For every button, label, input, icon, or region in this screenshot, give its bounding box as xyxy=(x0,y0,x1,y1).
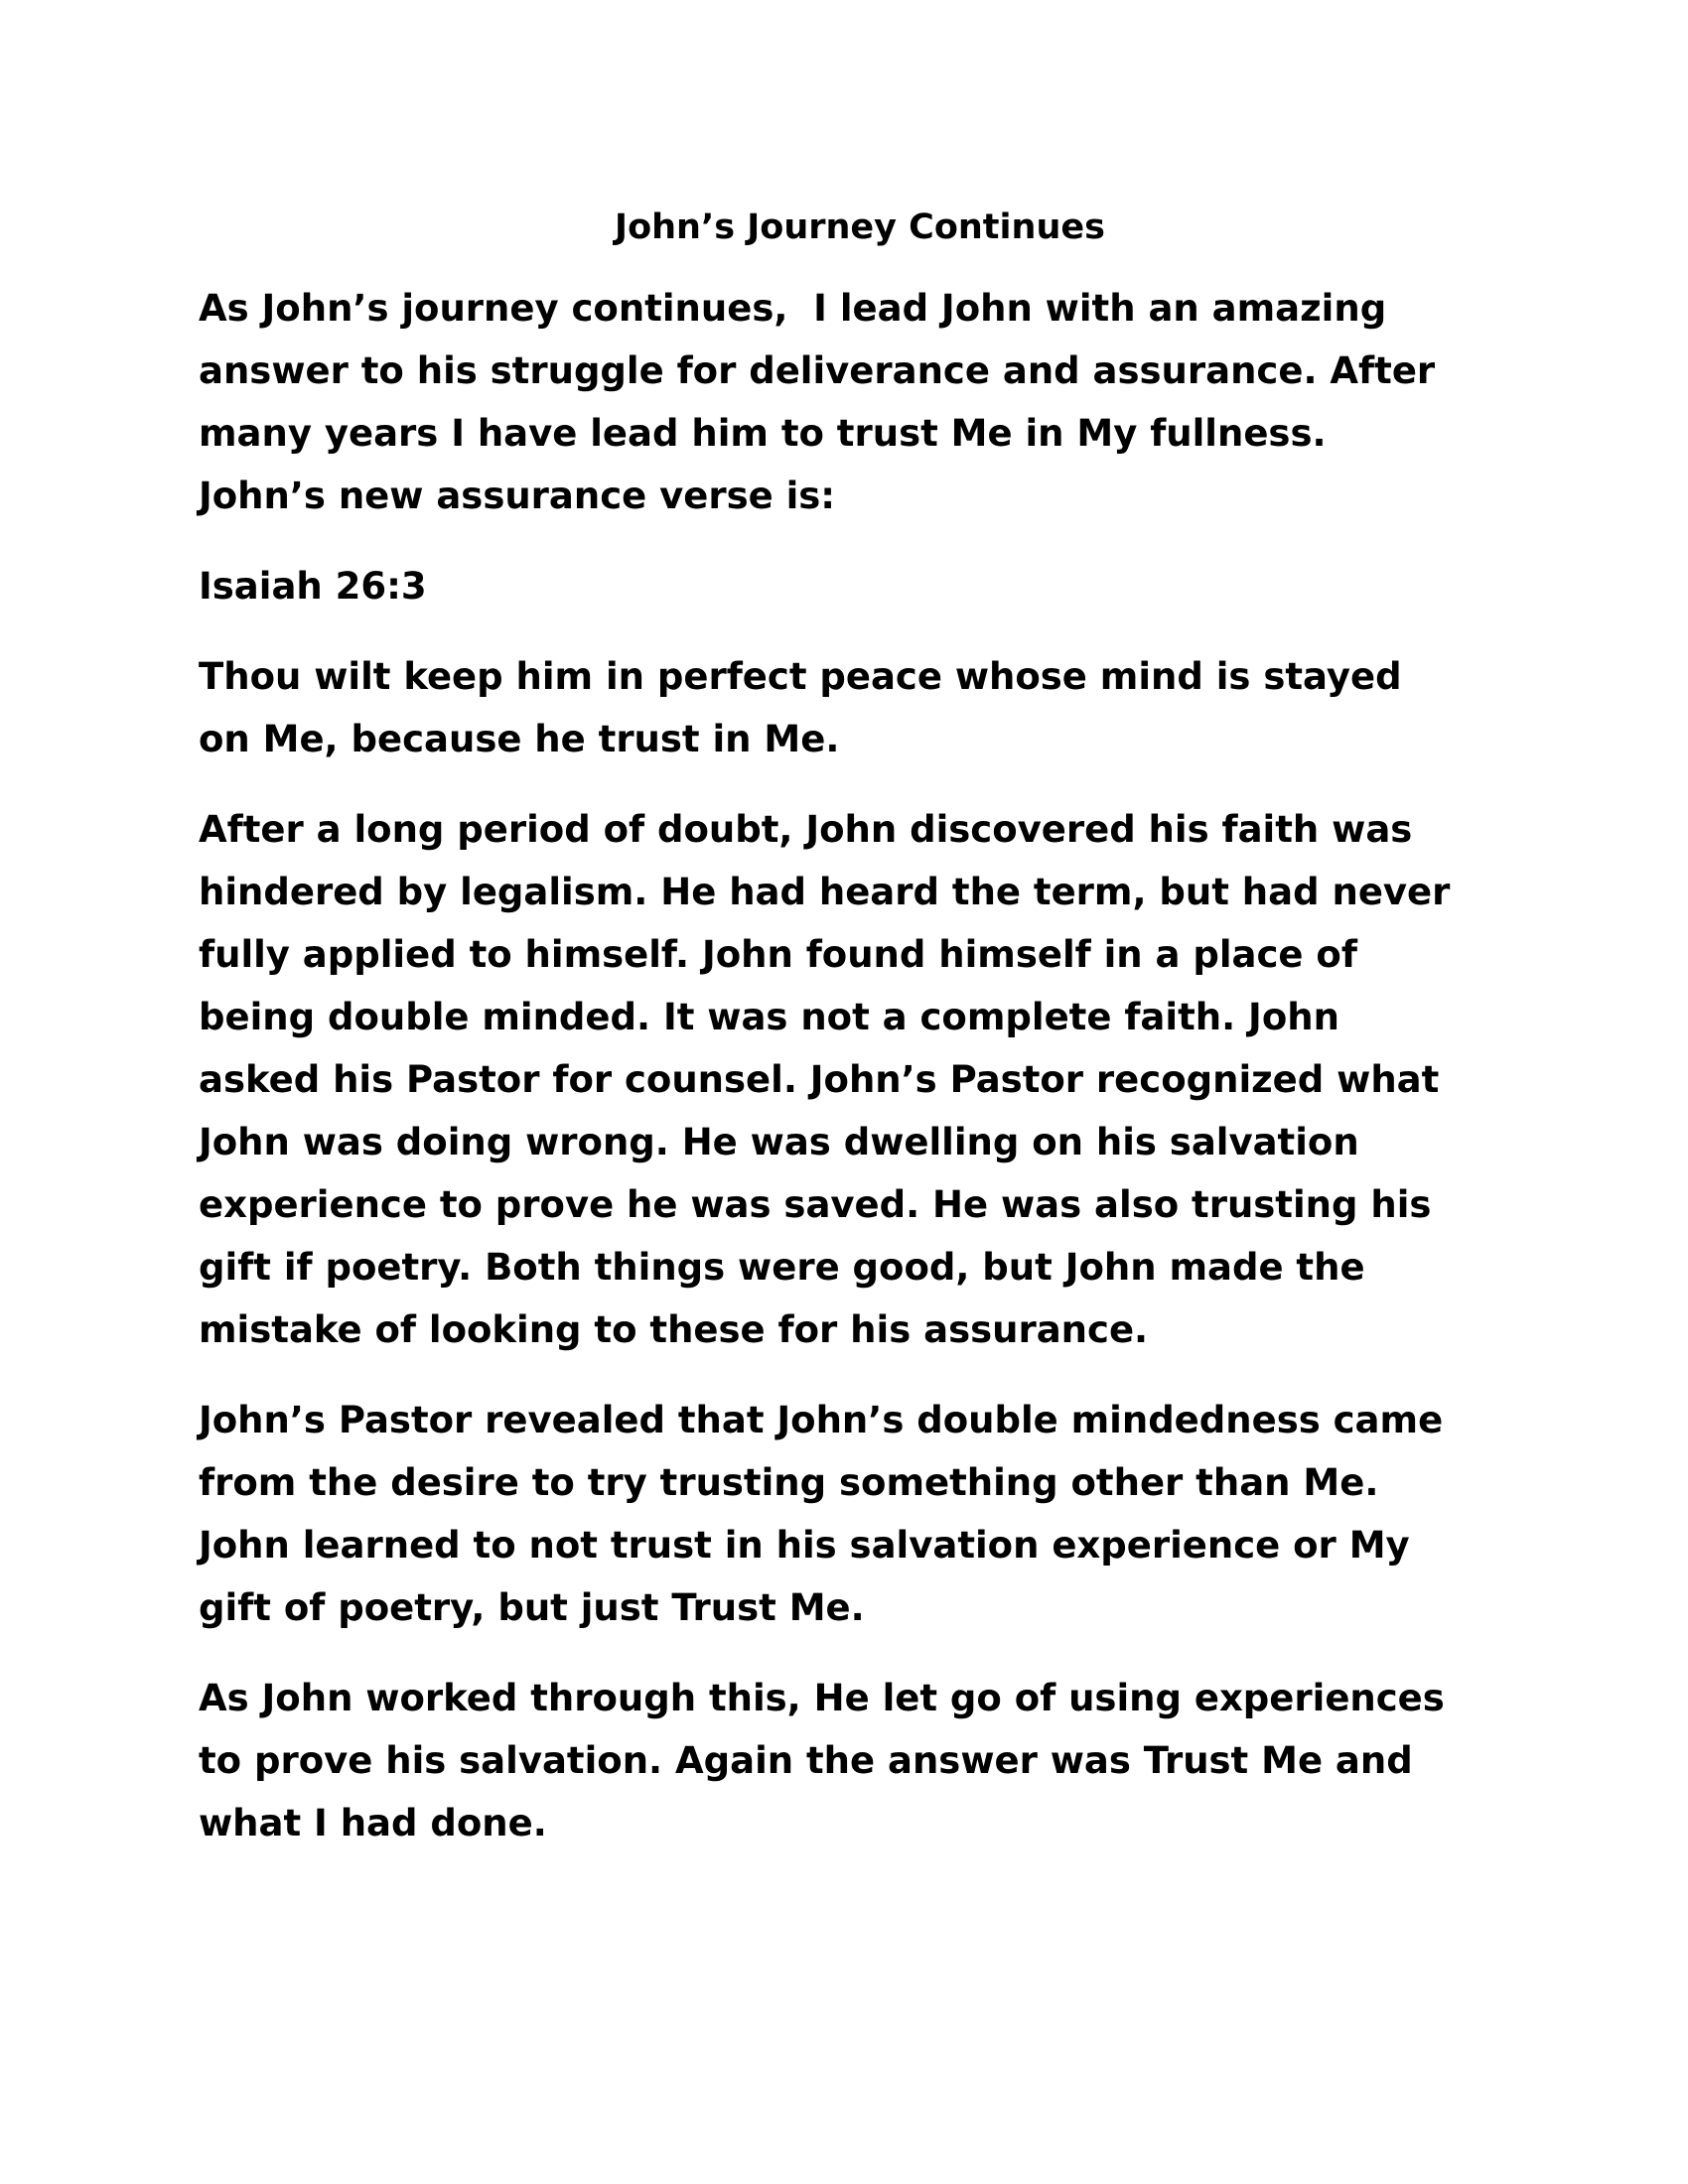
text-line: John was doing wrong. He was dwelling on his salvation xyxy=(199,1121,1359,1163)
text-line: many years I have lead him to trust Me in My fullness. xyxy=(199,412,1327,455)
text-line: As John worked through this, He let go of using experiences xyxy=(199,1677,1445,1719)
text-line: Isaiah 26:3 xyxy=(199,565,427,608)
text-line: gift of poetry, but just Trust Me. xyxy=(199,1586,865,1629)
text-line: John learned to not trust in his salvation experience or My xyxy=(199,1524,1410,1567)
text-line: what I had done. xyxy=(199,1802,547,1844)
paragraph-legalism xyxy=(199,798,1489,1361)
text-line: fully applied to himself. John found himself in a place of xyxy=(199,933,1357,976)
text-line: experience to prove he was saved. He was also trusting his xyxy=(199,1183,1432,1226)
document-page xyxy=(199,204,1489,1882)
text-line: hindered by legalism. He had heard the term, but had never xyxy=(199,871,1451,913)
text-line: being double minded. It was not a complete faith. John xyxy=(199,996,1339,1038)
text-line: As John’s journey continues, I lead John with an amazing xyxy=(199,287,1387,330)
text-line: answer to his struggle for deliverance and assurance. After xyxy=(199,349,1436,392)
text-line: asked his Pastor for counsel. John’s Pastor recognized what xyxy=(199,1058,1440,1101)
text-line: on Me, because he trust in Me. xyxy=(199,718,840,760)
text-line: from the desire to try trusting something other than Me. xyxy=(199,1461,1379,1504)
text-line: After a long period of doubt, John discovered his faith was xyxy=(199,808,1413,851)
text-line: John’s new assurance verse is: xyxy=(199,475,836,517)
text-line: gift if poetry. Both things were good, but John made the xyxy=(199,1246,1365,1289)
text-line: Thou wilt keep him in perfect peace whose mind is stayed xyxy=(199,655,1402,698)
paragraph-intro xyxy=(199,277,1489,527)
paragraph-verse-text xyxy=(199,645,1489,770)
paragraph-conclusion xyxy=(199,1667,1489,1854)
text-line: to prove his salvation. Again the answer was Trust Me and xyxy=(199,1739,1413,1782)
text-line: John’s Pastor revealed that John’s double mindedness came xyxy=(199,1399,1444,1441)
text-line: mistake of looking to these for his assurance. xyxy=(199,1308,1149,1351)
paragraph-verse-reference xyxy=(199,555,1489,617)
paragraph-pastor xyxy=(199,1389,1489,1639)
document-title: John’s Journey Continues xyxy=(615,207,1105,247)
